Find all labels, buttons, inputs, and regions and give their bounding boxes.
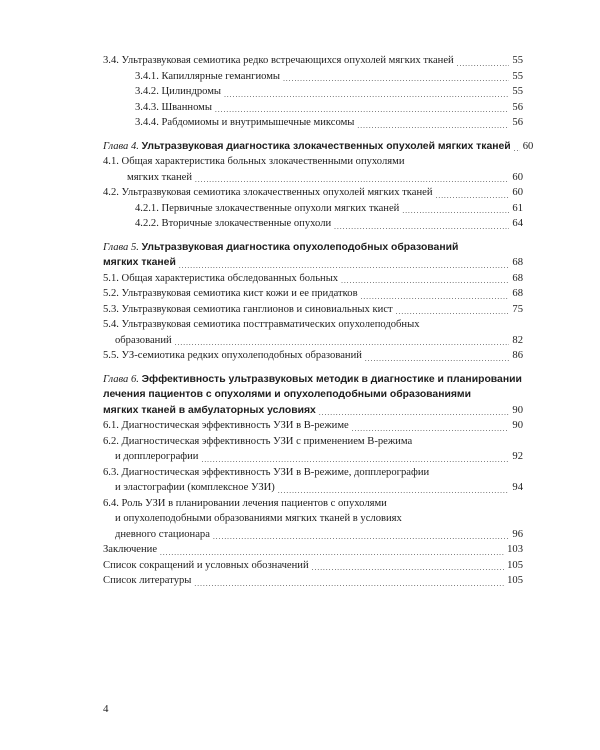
entry-title: Ультразвуковая семиотика ганглионов и синовиальных кист	[121, 303, 393, 315]
entry-title: Диагностическая эффективность УЗИ с применением В-режима	[121, 435, 413, 447]
dot-leader	[365, 354, 510, 364]
toc-entry-5-4-cont	[103, 333, 523, 349]
entry-title: Ультразвуковая семиотика посттравматических опухолеподобных	[121, 319, 420, 330]
dot-leader	[160, 548, 504, 558]
toc-entry-6-3	[103, 465, 523, 481]
dot-leader	[319, 408, 510, 418]
toc-entry-3-4-4	[103, 115, 523, 131]
page-ref: 60	[522, 140, 534, 152]
entry-number: 4.2.1.	[135, 202, 159, 214]
dot-leader	[341, 276, 509, 286]
dot-leader	[334, 222, 509, 232]
entry-title: Ультразвуковая семиотика злокачественных опухолей мягких тканей	[121, 187, 433, 198]
dot-leader	[457, 59, 510, 69]
entry-title: Роль УЗИ в планировании лечения пациентов с опухолями	[121, 497, 387, 509]
page-ref: 60	[512, 187, 523, 198]
chapter-title: Ультразвуковая диагностика опухолеподобных образований	[141, 241, 459, 253]
entry-number: 3.4.	[103, 55, 119, 66]
entry-title: Общая характеристика больных злокачественными опухолями	[121, 156, 405, 167]
entry-title: Капиллярные гемангиомы	[161, 70, 281, 82]
toc-entry-5-4	[103, 317, 523, 333]
entry-number: 5.3.	[103, 303, 119, 315]
toc-chapter-6-cont2	[103, 403, 523, 419]
toc-chapter-5	[103, 240, 523, 256]
dot-leader	[278, 486, 510, 496]
entry-number: 5.1.	[103, 272, 119, 284]
page-ref: 82	[512, 334, 523, 346]
page-ref: 90	[512, 420, 523, 431]
entry-title: Диагностическая эффективность УЗИ в В-режиме	[121, 420, 349, 431]
page-ref: 61	[512, 202, 523, 214]
toc-entry-5-2	[103, 286, 523, 302]
toc-entry-6-4-cont2	[103, 527, 523, 543]
entry-number: 3.4.3.	[135, 101, 159, 113]
page-ref: 103	[507, 544, 523, 555]
page-ref: 75	[512, 303, 523, 315]
dot-leader	[175, 338, 510, 348]
dot-leader	[213, 532, 509, 542]
chapter-label: Глава 4.	[103, 140, 139, 152]
page-ref: 105	[507, 559, 523, 571]
entry-title: Ультразвуковая семиотика кист кожи и ее придатков	[121, 288, 358, 299]
toc-entry-5-5	[103, 348, 523, 364]
page-ref: 55	[512, 55, 523, 66]
table-of-contents	[103, 53, 534, 589]
chapter-title: Эффективность ультразвуковых методик в диагностике и планировании	[141, 373, 522, 385]
entry-title: Ультразвуковая семиотика редко встречающихся опухолей мягких тканей	[121, 55, 454, 66]
entry-title-continued: мягких тканей	[127, 171, 193, 183]
page-ref: 68	[512, 257, 523, 268]
dot-leader	[312, 563, 504, 573]
toc-entry-4-2-1	[103, 201, 523, 217]
dot-leader	[283, 74, 509, 84]
toc-abbreviations	[103, 558, 523, 574]
entry-number: 3.4.4.	[135, 117, 159, 128]
entry-title: Список литературы	[103, 575, 192, 586]
entry-title: Вторичные злокачественные опухоли	[161, 218, 332, 229]
toc-conclusion	[103, 542, 523, 558]
toc-entry-6-4-cont	[103, 511, 523, 527]
toc-entry-3-4-3	[103, 100, 523, 116]
dot-leader	[179, 261, 510, 271]
toc-chapter-6-cont	[103, 387, 523, 403]
dot-leader	[224, 90, 509, 100]
chapter-label: Глава 6.	[103, 373, 139, 385]
page-ref: 94	[512, 482, 523, 493]
entry-title: Первичные злокачественные опухоли мягких тканей	[161, 202, 400, 214]
page-ref: 86	[512, 350, 523, 361]
toc-entry-4-2-2	[103, 216, 523, 232]
toc-chapter-4	[103, 139, 534, 155]
chapter-label: Глава 5.	[103, 241, 139, 253]
toc-entry-6-3-cont	[103, 480, 523, 496]
page-ref: 105	[507, 575, 523, 586]
dot-leader	[352, 424, 510, 434]
entry-title: УЗ-семиотика редких опухолеподобных образований	[121, 350, 362, 361]
dot-leader	[436, 191, 510, 201]
entry-number: 4.2.	[103, 187, 119, 198]
entry-number: 5.5.	[103, 350, 119, 361]
page-ref: 56	[512, 101, 523, 113]
page-ref: 96	[512, 528, 523, 540]
dot-leader	[361, 292, 510, 302]
entry-title: Рабдомиомы и внутримышечные миксомы	[161, 117, 355, 128]
chapter-title-continued: мягких тканей в амбулаторных условиях	[103, 404, 316, 416]
dot-leader	[514, 144, 520, 154]
entry-title-continued: и эластографии (комплексное УЗИ)	[115, 482, 275, 493]
entry-title: Общая характеристика обследованных больных	[121, 272, 339, 284]
toc-entry-4-2	[103, 185, 523, 201]
entry-number: 4.1.	[103, 156, 119, 167]
toc-chapter-6	[103, 372, 523, 388]
toc-chapter-5-cont	[103, 255, 523, 271]
toc-entry-6-2	[103, 434, 523, 450]
toc-entry-6-2-cont	[103, 449, 523, 465]
page-ref: 64	[512, 218, 523, 229]
page-ref: 55	[512, 86, 523, 97]
entry-number: 6.3.	[103, 466, 119, 478]
toc-entry-3-4-2	[103, 84, 523, 100]
toc-entry-6-1	[103, 418, 523, 434]
entry-title-continued: дневного стационара	[115, 528, 210, 540]
dot-leader	[195, 175, 509, 185]
entry-title: Диагностическая эффективность УЗИ в В-режиме, допплерографии	[121, 466, 430, 478]
page-ref: 56	[512, 117, 523, 128]
dot-leader	[194, 579, 504, 589]
entry-title: Заключение	[103, 544, 158, 555]
entry-title: Цилиндромы	[161, 86, 222, 97]
dot-leader	[215, 105, 509, 115]
toc-entry-4-1	[103, 154, 523, 170]
toc-references	[103, 573, 523, 589]
dot-leader	[201, 455, 509, 465]
toc-entry-5-3	[103, 302, 523, 318]
chapter-title-continued: лечения пациентов с опухолями и опухолеподобными образованиями	[103, 389, 472, 400]
entry-number: 6.1.	[103, 420, 119, 431]
page-ref: 92	[512, 451, 523, 462]
page-ref: 60	[512, 171, 523, 183]
entry-title: Шванномы	[161, 101, 213, 113]
entry-number: 5.2.	[103, 288, 119, 299]
entry-number: 3.4.2.	[135, 86, 159, 97]
toc-entry-3-4	[103, 53, 523, 69]
entry-title: Список сокращений и условных обозначений	[103, 559, 309, 571]
dot-leader	[402, 206, 509, 216]
page-number: 4	[103, 703, 109, 715]
page-ref: 55	[512, 70, 523, 82]
page-ref: 90	[512, 404, 523, 416]
entry-number: 3.4.1.	[135, 70, 159, 82]
toc-entry-4-1-cont	[103, 170, 523, 186]
entry-title-continued: и опухолеподобными образованиями мягких тканей в условиях	[115, 513, 402, 524]
toc-entry-6-4	[103, 496, 523, 512]
entry-number: 5.4.	[103, 319, 119, 330]
chapter-title-continued: мягких тканей	[103, 257, 176, 268]
entry-title-continued: образований	[115, 334, 172, 346]
page-ref: 68	[512, 272, 523, 284]
page-ref: 68	[512, 288, 523, 299]
dot-leader	[357, 121, 509, 131]
entry-title-continued: и допплерографии	[115, 451, 199, 462]
entry-number: 4.2.2.	[135, 218, 159, 229]
entry-number: 6.2.	[103, 435, 119, 447]
toc-entry-3-4-1	[103, 69, 523, 85]
dot-leader	[396, 307, 510, 317]
chapter-title: Ультразвуковая диагностика злокачественных опухолей мягких тканей	[141, 140, 511, 152]
toc-entry-5-1	[103, 271, 523, 287]
entry-number: 6.4.	[103, 497, 119, 509]
